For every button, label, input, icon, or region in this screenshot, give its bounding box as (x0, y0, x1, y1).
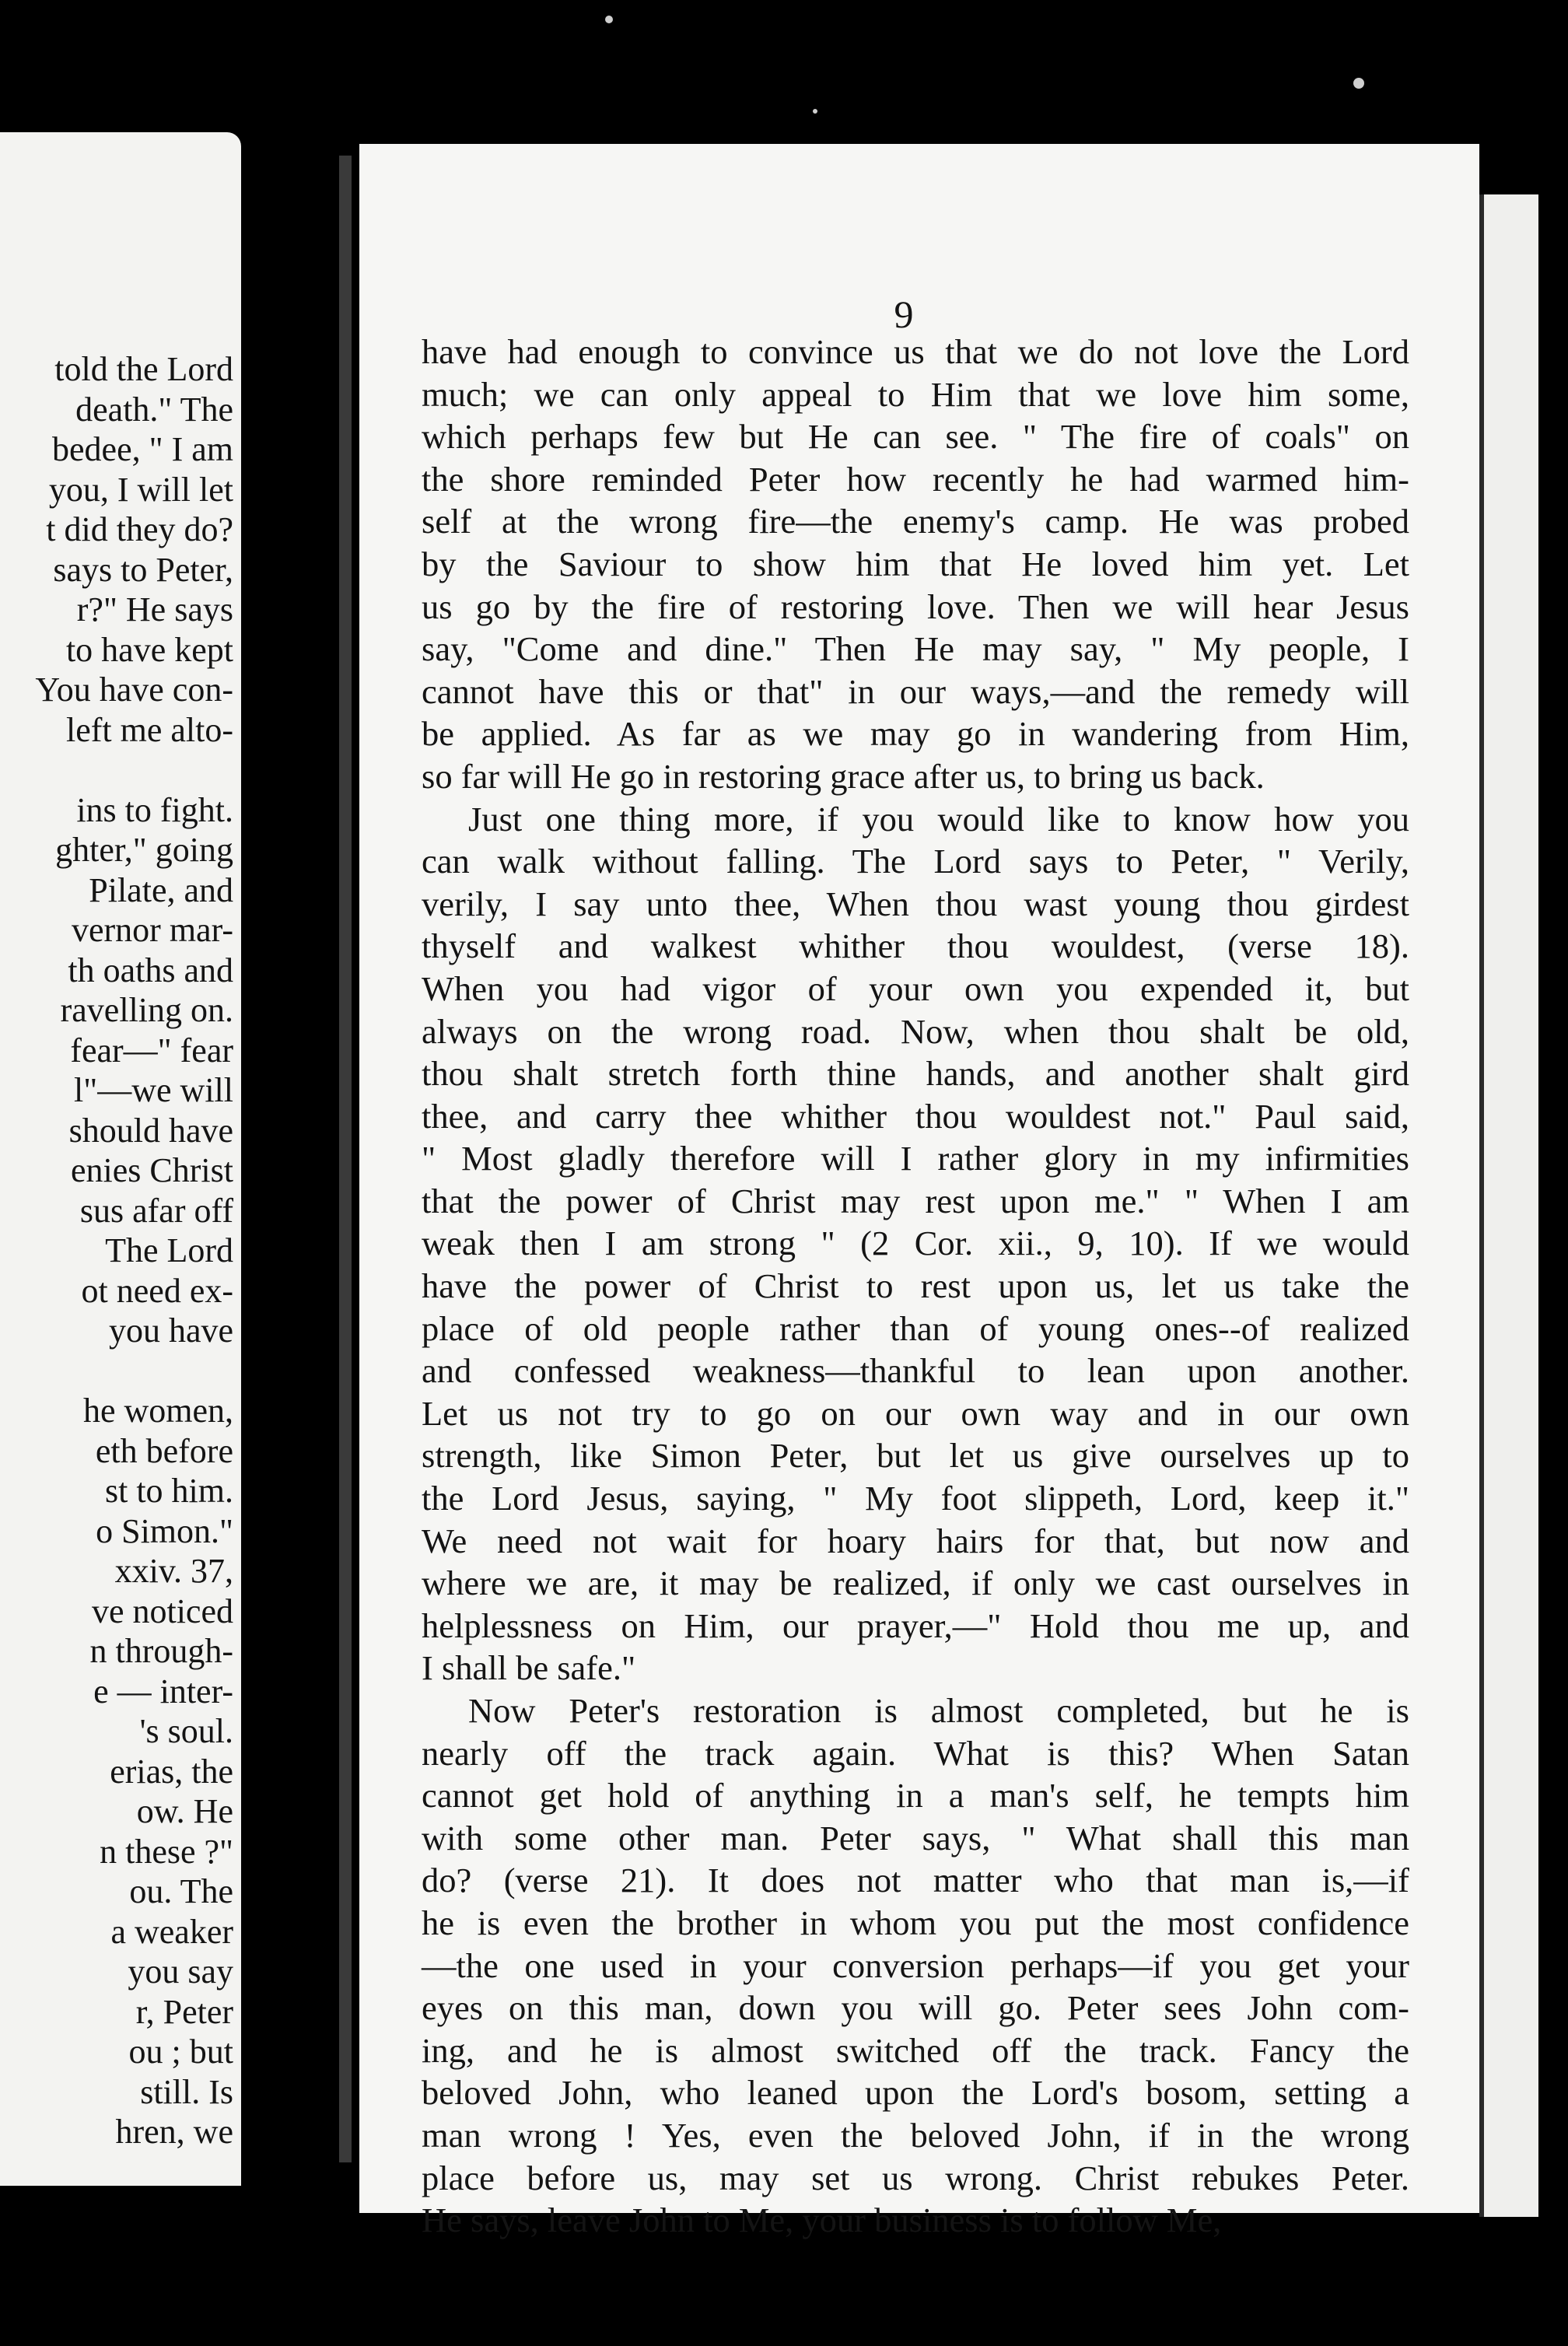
text-line: and confessed weakness—thankful to lean upon another. (422, 1351, 1409, 1391)
left-page-line: ow. He (136, 1792, 233, 1830)
left-page-line: ins to fight. (76, 790, 233, 829)
left-page-line: You have con- (35, 671, 233, 709)
text-line: Just one thing more, if you would like to know how you (468, 799, 1409, 839)
dust-speck (605, 16, 613, 23)
dust-speck (813, 109, 817, 114)
left-page-line: you have (108, 1311, 233, 1350)
left-page-line: left me alto- (65, 710, 233, 749)
dust-speck (1353, 78, 1364, 89)
text-line: helplessness on Him, our prayer,—" Hold thou me up, and (422, 1605, 1409, 1645)
text-line: ing, and he is almost switched off the track. Fancy the (422, 2030, 1409, 2070)
left-page-line: ou ; but (128, 2033, 233, 2071)
text-line: the Lord Jesus, saying, " My foot slippeth, Lord, keep it." (422, 1479, 1409, 1518)
left-page-line: e — inter- (93, 1672, 233, 1710)
text-line: can walk without falling. The Lord says to Peter, " Verily, (422, 842, 1409, 881)
left-page-line: Pilate, and (89, 870, 233, 909)
text-line: cannot get hold of anything in a man's self, he tempts him (422, 1776, 1409, 1816)
text-line: that the power of Christ may rest upon me." " When I am (422, 1181, 1409, 1220)
left-page-line: bedee, " I am (52, 430, 233, 468)
page-edge (1479, 194, 1538, 2217)
left-page-line: r?" He says (76, 590, 233, 629)
text-line: place before us, may set us wrong. Christ rebukes Peter. (422, 2158, 1409, 2197)
left-page-line: he women, (82, 1392, 233, 1430)
text-line: have had enough to convince us that we do not love the Lord (422, 332, 1409, 371)
text-line: place of old people rather than of young ones--of realized (422, 1308, 1409, 1348)
text-line: the shore reminded Peter how recently he had warmed him- (422, 459, 1409, 499)
left-page-line: ot need ex- (81, 1271, 233, 1310)
left-page-line: still. Is (140, 2072, 233, 2111)
text-line: which perhaps few but He can see. " The fire of coals" on (422, 417, 1409, 457)
text-line: I shall be safe." (422, 1648, 636, 1688)
text-line: strength, like Simon Peter, but let us give ourselves up to (422, 1436, 1409, 1476)
text-line: with some other man. Peter says, " What shall this man (422, 1818, 1409, 1858)
left-page-line: you, I will let (48, 470, 233, 509)
text-line: thyself and walkest whither thou wouldest, (verse 18). (422, 926, 1409, 966)
left-page-line: o Simon." (96, 1511, 233, 1550)
text-line: verily, I say unto thee, When thou wast young thou girdest (422, 884, 1409, 923)
left-page-line: eth before (95, 1431, 233, 1470)
left-page-line: ghter," going (55, 831, 233, 869)
text-line: " Most gladly therefore will I rather glory in my infirmities (422, 1139, 1409, 1178)
left-page (0, 132, 241, 2186)
left-page-line: a weaker (110, 1912, 233, 1951)
left-page-line: vernor mar- (71, 911, 233, 949)
text-line: us go by the fire of restoring love. Then we will hear Jesus (422, 586, 1409, 626)
spine-edge (339, 156, 352, 2162)
text-line: do? (verse 21). It does not matter who that man is,—if (422, 1861, 1409, 1900)
text-line: he is even the brother in whom you put the most confidence (422, 1903, 1409, 1942)
left-page-line: fear—" fear (70, 1031, 233, 1070)
left-page-line: enies Christ (71, 1151, 233, 1189)
left-page-line: xxiv. 37, (114, 1552, 233, 1590)
left-page-line: n these ?" (100, 1832, 233, 1871)
left-page-line: says to Peter, (53, 550, 233, 589)
left-page-line: st to him. (104, 1472, 233, 1510)
text-line: by the Saviour to show him that He loved him yet. Let (422, 544, 1409, 583)
right-page (359, 144, 1479, 2240)
text-line: When you had vigor of your own you expended it, but (422, 968, 1409, 1008)
text-line: much; we can only appeal to Him that we love him some, (422, 374, 1409, 414)
text-line: We need not wait for hoary hairs for that, but now and (422, 1521, 1409, 1560)
left-page-line: erias, the (110, 1752, 233, 1791)
left-page-line: th oaths and (68, 951, 233, 989)
left-page-line: r, Peter (135, 1992, 233, 2031)
text-line: thee, and carry thee whither thou wouldest not." Paul said, (422, 1096, 1409, 1136)
left-page-line: l"—we will (74, 1071, 233, 1109)
left-page-line: death." The (75, 390, 233, 429)
left-page-line: to have kept (65, 630, 233, 669)
text-line: have the power of Christ to rest upon us, let us take the (422, 1266, 1409, 1306)
left-page-line: The Lord (105, 1231, 233, 1269)
left-page-line: 's soul. (139, 1712, 233, 1750)
left-page-line: ravelling on. (60, 991, 233, 1029)
text-line: say, "Come and dine." Then He may say, " My people, I (422, 629, 1409, 669)
left-page-line: told the Lord (54, 350, 233, 388)
text-line: always on the wrong road. Now, when thou shalt be old, (422, 1011, 1409, 1051)
text-line: beloved John, who leaned upon the Lord's bosom, setting a (422, 2073, 1409, 2113)
text-line: so far will He go in restoring grace after us, to bring us back. (422, 756, 1265, 796)
text-line: weak then I am strong " (2 Cor. xii., 9, 10). If we would (422, 1224, 1409, 1263)
text-line: be applied. As far as we may go in wandering from Him, (422, 714, 1409, 754)
left-page-line: ve noticed (91, 1591, 233, 1630)
text-line: He says, leave John to Me, your business is to follow Me, (422, 2201, 1222, 2240)
left-page-line: t did they do? (46, 510, 233, 548)
left-page-line: n through- (89, 1632, 233, 1670)
left-page-line: should have (68, 1111, 233, 1150)
page-body-text (422, 331, 1409, 2242)
text-line: man wrong ! Yes, even the beloved John, if in the wrong (422, 2115, 1409, 2155)
left-page-line: ou. The (129, 1872, 233, 1910)
text-line: —the one used in your conversion perhaps—if you get your (422, 1945, 1409, 1985)
left-page-line: sus afar off (79, 1191, 233, 1230)
text-line: thou shalt stretch forth thine hands, and another shalt gird (422, 1054, 1409, 1094)
text-line: cannot have this or that" in our ways,—and the remedy will (422, 671, 1409, 711)
left-page-line: you say (128, 1952, 233, 1991)
text-line: self at the wrong fire—the enemy's camp. He was probed (422, 502, 1409, 541)
text-line: where we are, it may be realized, if only we cast ourselves in (422, 1563, 1409, 1603)
text-line: Now Peter's restoration is almost completed, but he is (468, 1691, 1409, 1730)
text-line: nearly off the track again. What is this? When Satan (422, 1733, 1409, 1773)
text-line: eyes on this man, down you will go. Peter sees John com- (422, 1988, 1409, 2028)
page-number: 9 (894, 292, 914, 336)
left-page-line: hren, we (115, 2113, 233, 2151)
text-line: Let us not try to go on our own way and in our own (422, 1393, 1409, 1433)
